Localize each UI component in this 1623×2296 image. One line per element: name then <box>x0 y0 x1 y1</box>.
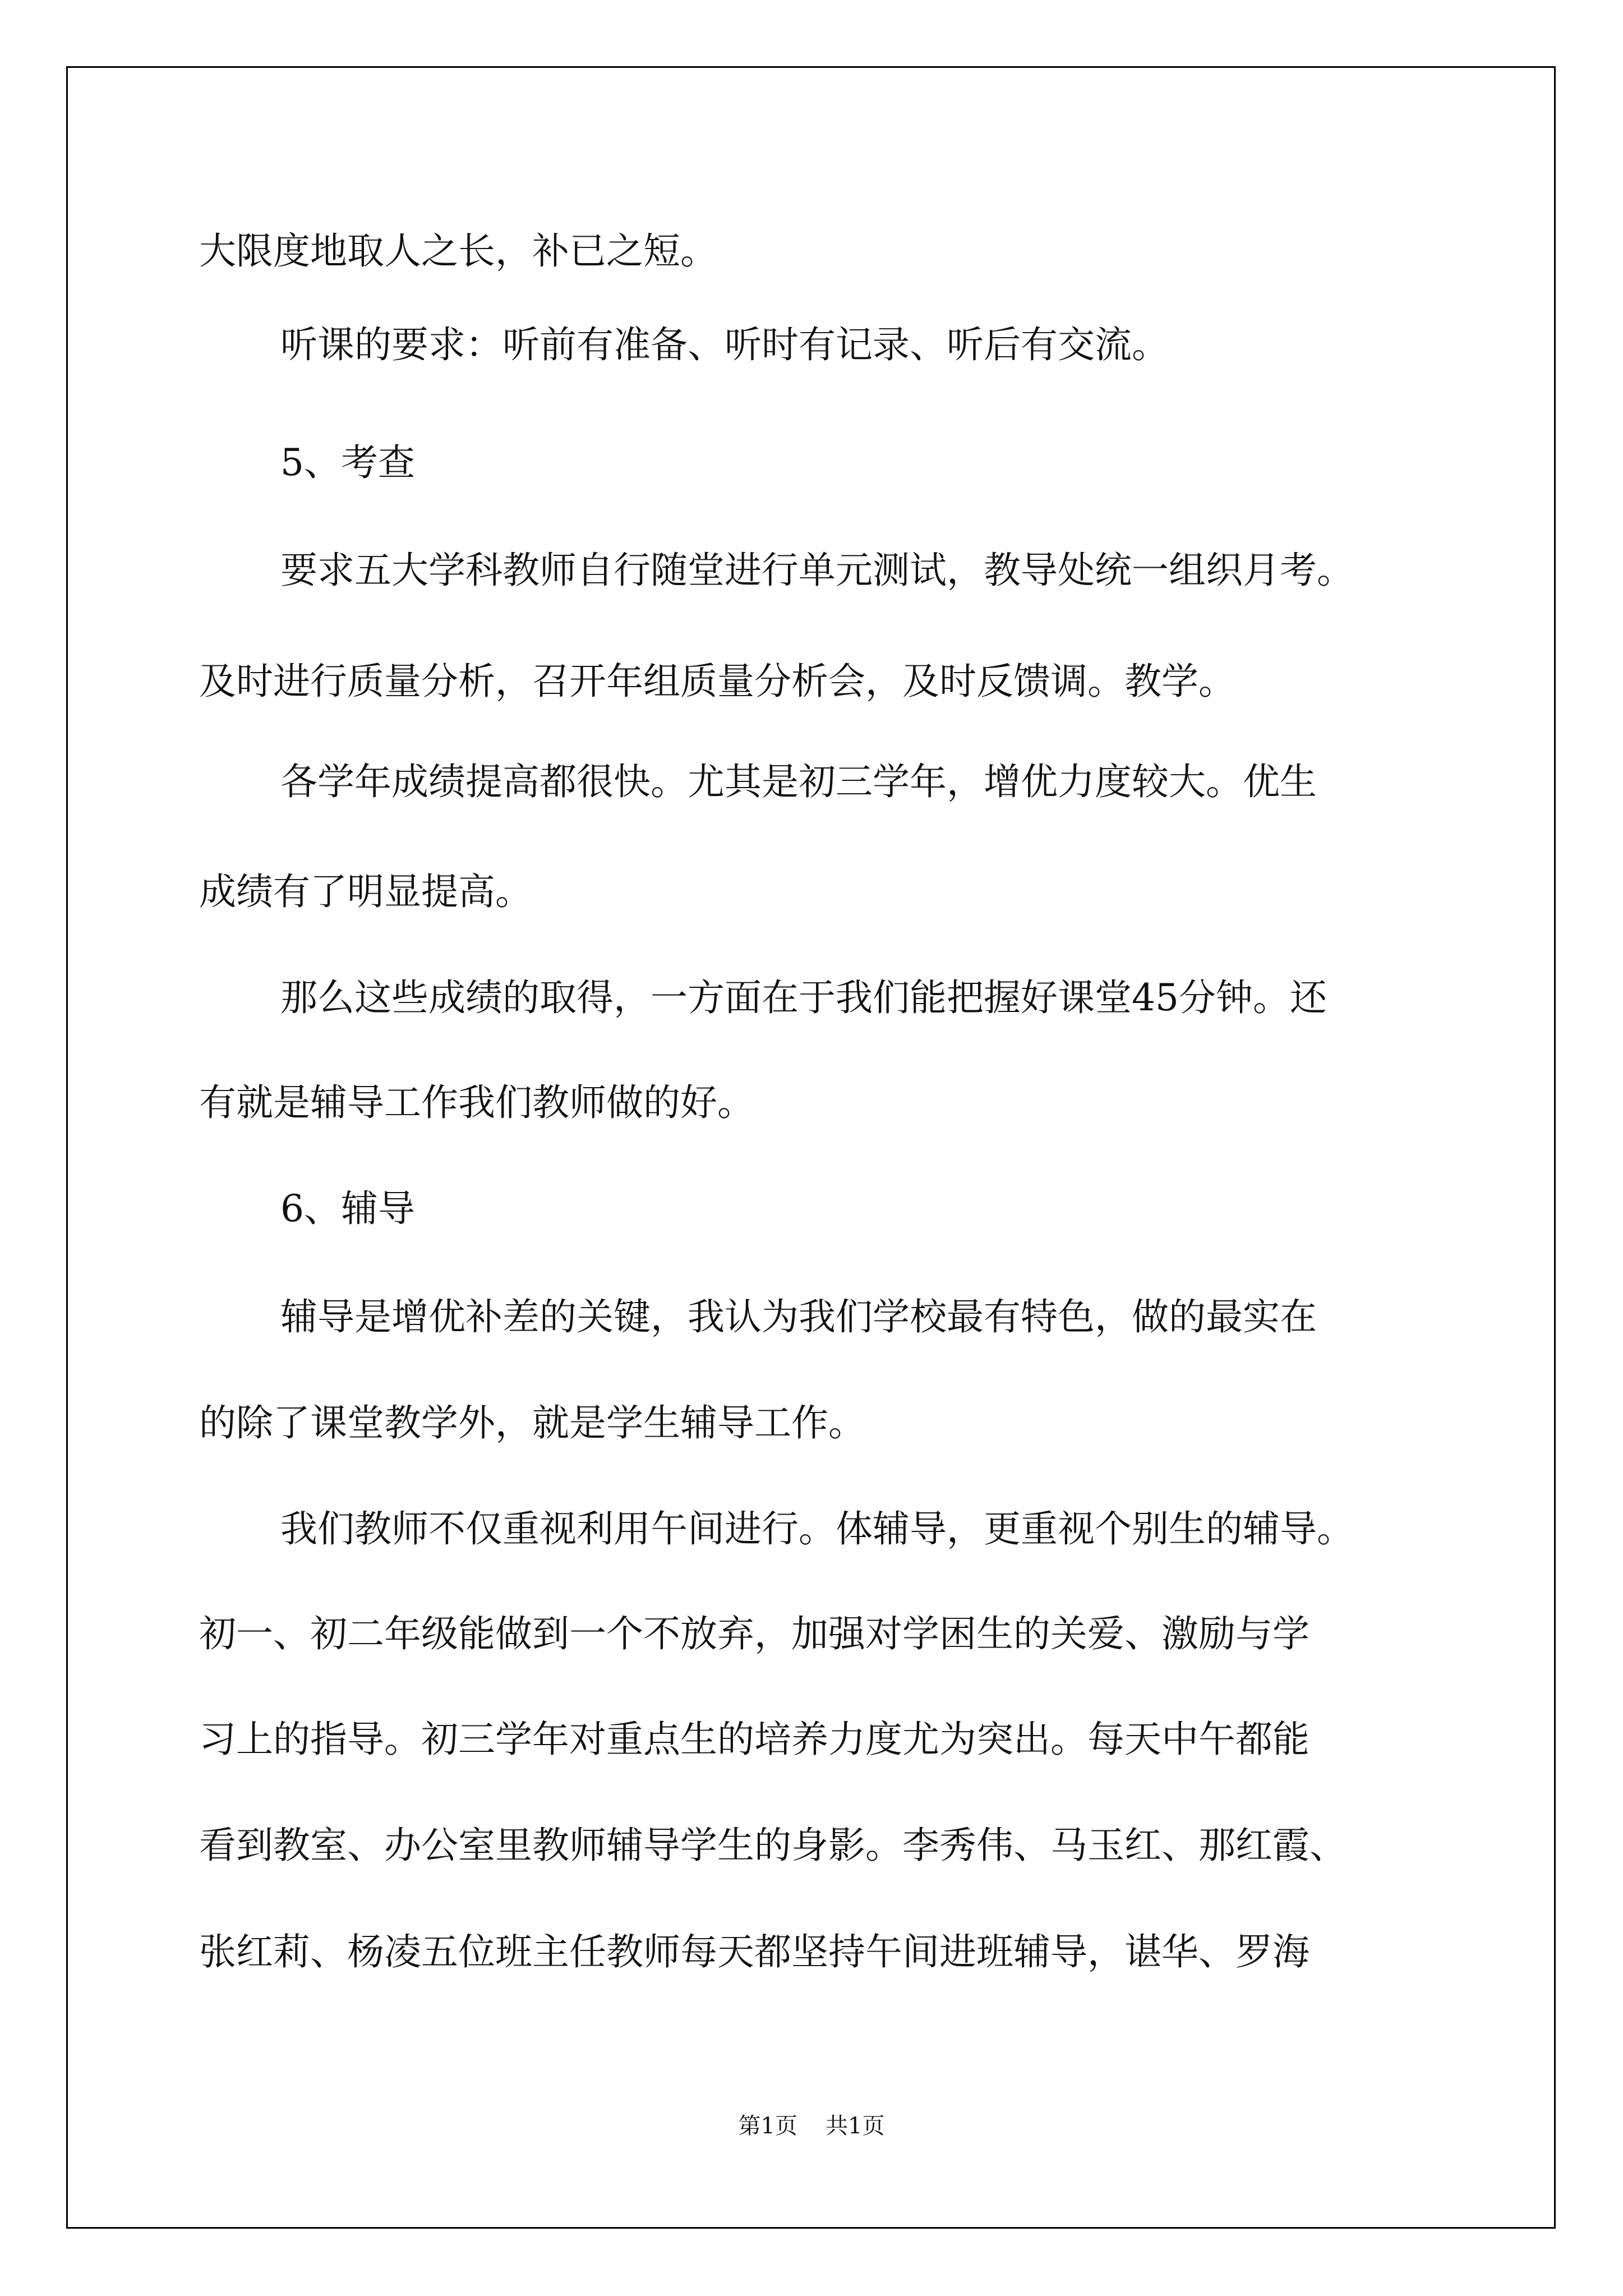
text-line: 那么这些成绩的取得，一方面在于我们能把握好课堂45分钟。还 <box>280 976 1327 1019</box>
text-line: 我们教师不仅重视利用午间进行。体辅导，更重视个别生的辅导。 <box>280 1507 1354 1550</box>
section-heading: 6、辅导 <box>280 1187 415 1230</box>
text-line: 习上的指导。初三学年对重点生的培养力度尤为突出。每天中午都能 <box>199 1718 1310 1761</box>
page-number: 第1页 <box>738 2113 797 2139</box>
page-border <box>66 66 1556 2229</box>
text-line: 有就是辅导工作我们教师做的好。 <box>199 1081 754 1124</box>
section-heading: 5、考查 <box>280 441 415 484</box>
text-line: 的除了课堂教学外，就是学生辅导工作。 <box>199 1401 865 1444</box>
text-line: 听课的要求：听前有准备、听时有记录、听后有交流。 <box>280 323 1169 366</box>
text-line: 各学年成绩提高都很快。尤其是初三学年，增优力度较大。优生 <box>280 760 1317 803</box>
text-line: 看到教室、办公室里教师辅导学生的身影。李秀伟、马玉红、那红霞、 <box>199 1824 1347 1867</box>
page-footer <box>0 2112 1623 2140</box>
text-line: 大限度地取人之长，补已之短。 <box>199 229 717 273</box>
page-total: 共1页 <box>826 2113 885 2139</box>
text-line: 及时进行质量分析，召开年组质量分析会，及时反馈调。教学。 <box>199 660 1235 703</box>
text-line: 成绩有了明显提高。 <box>199 870 532 913</box>
text-line: 张红莉、杨凌五位班主任教师每天都坚持午间进班辅导，谌华、罗海 <box>199 1930 1310 1973</box>
text-line: 要求五大学科教师自行随堂进行单元测试，教导处统一组织月考。 <box>280 549 1354 592</box>
text-line: 辅导是增优补差的关键，我认为我们学校最有特色，做的最实在 <box>280 1295 1317 1338</box>
text-line: 初一、初二年级能做到一个不放弃，加强对学困生的关爱、激励与学 <box>199 1612 1310 1655</box>
